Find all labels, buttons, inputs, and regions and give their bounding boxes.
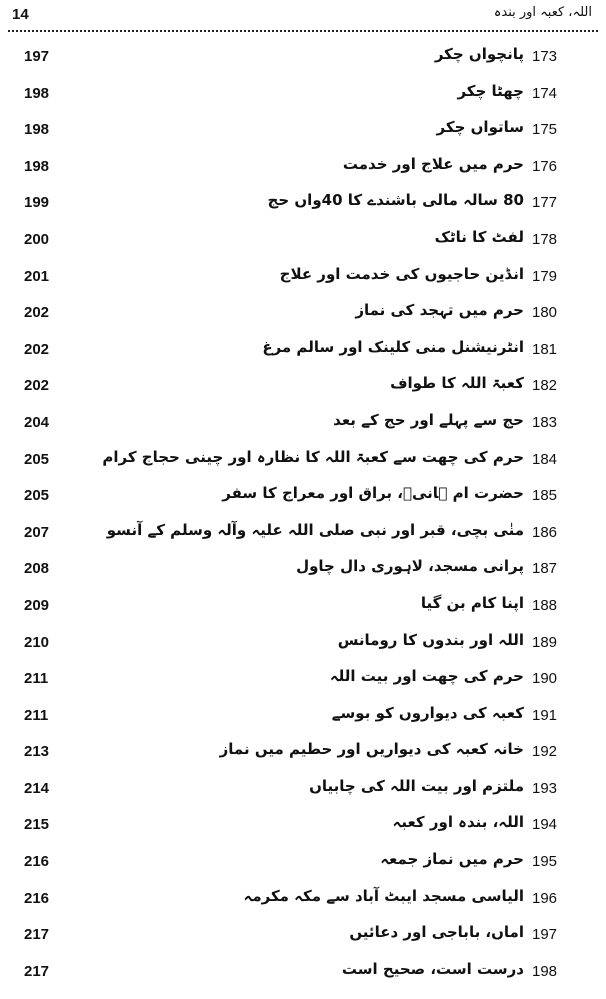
toc-entry-title: منٰی بچی، قبر اور نبی صلی اللہ علیہ وآلہ وسلم کے آنسو: [106, 520, 524, 539]
toc-entry-title: پرانی مسجد، لاہوری دال چاول: [296, 557, 524, 576]
toc-entry: [0, 808, 606, 845]
toc-entry-page: 202: [24, 304, 50, 322]
toc-entry-page: 215: [24, 816, 50, 834]
toc-entry: [0, 479, 606, 516]
toc-entry-page: 198: [24, 84, 50, 102]
toc-entry: [0, 186, 606, 223]
toc-entry-page: 217: [24, 962, 50, 980]
toc-entry-page: 205: [24, 450, 50, 468]
toc-entry-page: 217: [24, 926, 50, 944]
toc-entry-number: 179: [532, 267, 558, 285]
toc-entry-page: 216: [24, 889, 50, 907]
toc-entry: [0, 735, 606, 772]
toc-entry-number: 192: [532, 743, 558, 761]
toc-entry-page: 198: [24, 121, 50, 139]
toc-entry-title: چھٹا چکر: [457, 81, 524, 100]
toc-entry-title: کعبہ کی دیواروں کو بوسے: [331, 703, 524, 722]
toc-entry-number: 178: [532, 230, 558, 248]
toc-entry-page: 197: [24, 48, 50, 65]
toc-entry: [0, 369, 606, 406]
toc-entry-page: 210: [24, 633, 50, 651]
toc-entry-page: 211: [24, 706, 49, 724]
toc-entry-number: 190: [532, 670, 558, 688]
toc-entry-title: ساتواں چکر: [436, 118, 524, 137]
toc-entry-page: 201: [24, 267, 50, 285]
toc-entry: [0, 552, 606, 589]
toc-entry-title: ملتزم اور بیت اللہ کی چابیاں: [309, 776, 524, 795]
page-header: [0, 0, 606, 36]
toc-entry-title: اللہ اور بندوں کا رومانس: [337, 630, 524, 649]
toc-entry: [0, 333, 606, 370]
toc-entry-title: پانچواں چکر: [434, 45, 524, 63]
toc-entry-title: حضرت ام ہانیؓ، براق اور معراج کا سفر: [222, 484, 524, 503]
toc-entry-number: 194: [532, 816, 558, 834]
toc-entry-page: 204: [24, 413, 50, 431]
toc-entry: [0, 882, 606, 919]
toc-entry-page: 213: [24, 743, 50, 761]
toc-entry: [0, 406, 606, 443]
toc-entry-number: 176: [532, 157, 558, 175]
header-dotted-rule: [8, 30, 598, 32]
toc-entry: [0, 77, 606, 114]
toc-entry: [0, 443, 606, 480]
toc-entry-page: 202: [24, 377, 50, 395]
toc-entry-page: 211: [24, 670, 49, 688]
toc-entry-number: 188: [532, 596, 558, 614]
toc-entry-number: 197: [532, 926, 558, 944]
toc-entry-title: درست است، صحیح است: [341, 959, 524, 978]
toc-entry-page: 216: [24, 853, 50, 871]
toc-entry-number: 174: [532, 84, 558, 102]
toc-entry-number: 198: [532, 962, 558, 980]
toc-entry: [0, 113, 606, 150]
toc-entry-title: انٹرنیشنل منی کلینک اور سالم مرغ: [262, 337, 524, 356]
toc-entry: [0, 699, 606, 736]
toc-entry-title: 80 سالہ مالی باشندے کا 40واں حج: [267, 191, 524, 210]
toc-entry-number: 187: [532, 560, 558, 578]
toc-entry-page: 198: [24, 157, 50, 175]
toc-entry-page: 202: [24, 340, 50, 358]
toc-entry-number: 193: [532, 779, 558, 797]
toc-entry-title: حرم میں نماز جمعہ: [380, 850, 524, 869]
toc-entry: [0, 772, 606, 809]
table-of-contents: [0, 40, 606, 991]
toc-entry-number: 175: [532, 121, 558, 139]
toc-entry: [0, 918, 606, 955]
toc-entry-number: 191: [532, 706, 558, 724]
toc-entry-page: 207: [24, 523, 50, 541]
toc-entry-number: 196: [532, 889, 558, 907]
toc-entry: [0, 40, 606, 77]
toc-entry-number: 184: [532, 450, 558, 468]
toc-entry: [0, 626, 606, 663]
toc-entry-title: لفٹ کا ناٹک: [434, 227, 524, 246]
toc-entry-page: 200: [24, 230, 50, 248]
running-title: اللہ، کعبہ اور بندہ: [493, 5, 592, 20]
toc-entry-number: 182: [532, 377, 558, 395]
toc-entry-page: 205: [24, 487, 50, 505]
toc-entry: [0, 955, 606, 992]
toc-entry: [0, 223, 606, 260]
toc-entry: [0, 150, 606, 187]
toc-entry-title: اپنا کام بن گیا: [420, 593, 524, 612]
toc-entry-title: حرم میں علاج اور خدمت: [342, 154, 524, 173]
page-number: 14: [12, 6, 29, 23]
toc-entry-title: انڈین حاجیوں کی خدمت اور علاج: [279, 264, 524, 283]
toc-entry-number: 183: [532, 413, 558, 431]
toc-entry-title: حرم کی چھت سے کعبۃ اللہ کا نظارہ اور چینی حجاج کرام: [102, 447, 524, 466]
toc-entry-title: حرم کی چھت اور بیت اللہ: [329, 667, 524, 686]
toc-entry: [0, 260, 606, 297]
toc-entry-title: خانہ کعبہ کی دیواریں اور حطیم میں نماز: [219, 740, 524, 759]
toc-entry-page: 214: [24, 779, 50, 797]
toc-entry-page: 199: [24, 194, 50, 212]
toc-entry: [0, 589, 606, 626]
toc-entry-number: 189: [532, 633, 558, 651]
toc-entry-title: کعبۃ اللہ کا طواف: [390, 374, 524, 393]
toc-entry-number: 177: [532, 194, 558, 212]
toc-entry-number: 180: [532, 304, 558, 322]
toc-entry: [0, 296, 606, 333]
toc-entry-number: 185: [532, 487, 558, 505]
toc-entry-page: 209: [24, 596, 50, 614]
toc-entry-title: حرم میں تہجد کی نماز: [355, 301, 524, 320]
toc-entry-number: 186: [532, 523, 558, 541]
toc-entry-page: 208: [24, 560, 50, 578]
toc-entry-title: اللہ، بندہ اور کعبہ: [392, 813, 524, 832]
toc-entry-number: 181: [532, 340, 558, 358]
toc-entry: [0, 516, 606, 553]
toc-entry: [0, 662, 606, 699]
toc-entry-number: 173: [532, 48, 558, 65]
toc-entry-title: اماں، باباجی اور دعائیں: [349, 923, 524, 942]
toc-entry: [0, 845, 606, 882]
toc-entry-title: الیاسی مسجد ایبٹ آباد سے مکہ مکرمہ: [243, 886, 524, 905]
toc-entry-number: 195: [532, 853, 558, 871]
toc-entry-title: حج سے پہلے اور حج کے بعد: [333, 410, 524, 429]
